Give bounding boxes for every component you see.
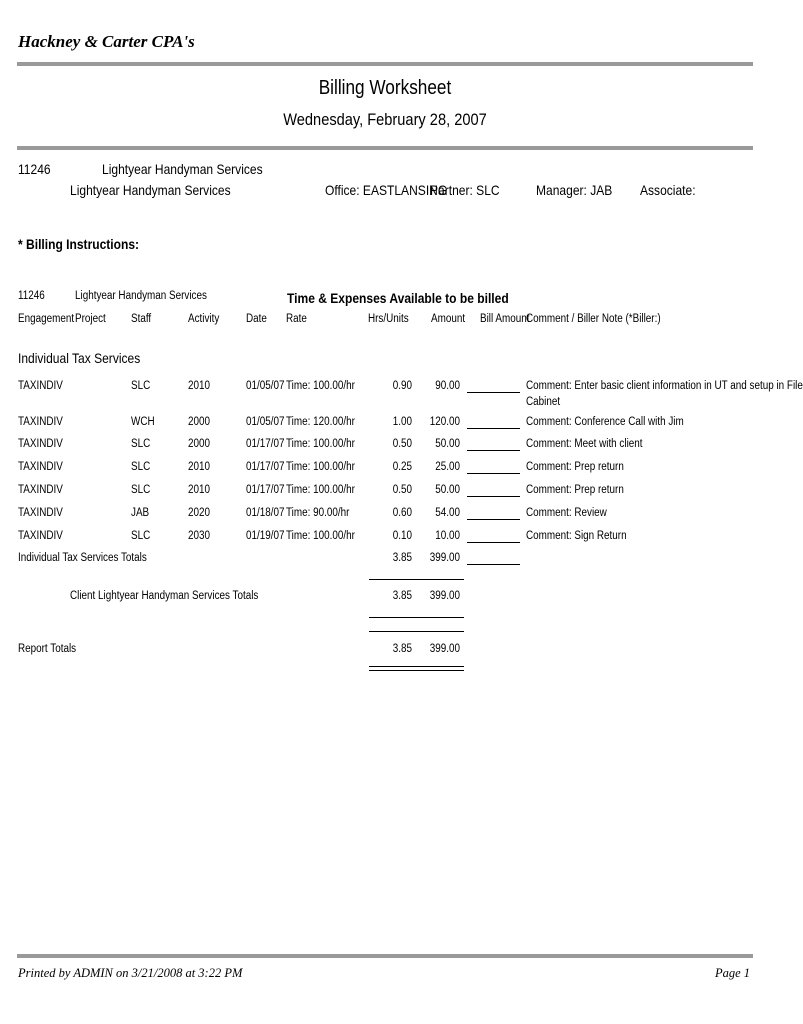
row-activity: 2000	[188, 438, 211, 450]
row-date: 01/17/07	[246, 484, 285, 496]
row-rate: Time: 100.00/hr	[286, 380, 355, 392]
row-amount: 25.00	[435, 461, 460, 473]
row-staff: JAB	[131, 507, 150, 519]
row-rate: Time: 90.00/hr	[286, 507, 350, 519]
row-engagement: TAXINDIV	[18, 416, 63, 428]
client-associate: Associate:	[640, 182, 696, 198]
row-hrs: 0.25	[392, 461, 412, 473]
row-date: 01/17/07	[246, 461, 285, 473]
group-bill-amount-line	[467, 564, 520, 565]
row-date: 01/05/07	[246, 380, 285, 392]
client-totals-double-rule-2	[369, 631, 464, 632]
row-hrs: 0.10	[392, 530, 412, 542]
firm-name: Hackney & Carter CPA's	[18, 32, 195, 51]
report-totals-double-rule-2	[369, 670, 464, 671]
client-subname: Lightyear Handyman Services	[70, 182, 231, 198]
client-manager: Manager: JAB	[536, 182, 613, 198]
report-totals-double-rule-1	[369, 666, 464, 667]
row-hrs: 0.50	[392, 438, 412, 450]
row-comment: Comment: Review	[526, 507, 607, 519]
row-rate: Time: 100.00/hr	[286, 461, 355, 473]
row-staff: SLC	[131, 484, 151, 496]
row-date: 01/18/07	[246, 507, 285, 519]
client-id: 11246	[18, 161, 51, 177]
row-comment: Comment: Prep return	[526, 484, 624, 496]
group-title: Individual Tax Services	[18, 350, 141, 366]
row-activity: 2000	[188, 416, 211, 428]
row-activity: 2020	[188, 507, 211, 519]
report-totals-amount: 399.00	[429, 643, 460, 655]
col-comment: Comment / Biller Note (*Biller:)	[526, 313, 661, 325]
row-amount: 10.00	[435, 530, 460, 542]
billing-instructions-label: * Billing Instructions:	[18, 236, 140, 252]
row-engagement: TAXINDIV	[18, 461, 63, 473]
row-amount: 50.00	[435, 438, 460, 450]
row-hrs: 1.00	[392, 416, 412, 428]
client-partner: Partner: SLC	[430, 182, 500, 198]
client-office: Office: EASTLANSING	[325, 182, 448, 198]
row-comment: Comment: Enter basic client information in UT and setup in File	[526, 380, 803, 392]
col-staff: Staff	[131, 313, 152, 325]
row-date: 01/05/07	[246, 416, 285, 428]
row-staff: SLC	[131, 380, 151, 392]
row-rate: Time: 100.00/hr	[286, 530, 355, 542]
row-staff: SLC	[131, 461, 151, 473]
col-date: Date	[246, 313, 267, 325]
row-bill-amount-field[interactable]	[467, 450, 520, 451]
row-comment: Comment: Meet with client	[526, 438, 643, 450]
row-staff: WCH	[131, 416, 155, 428]
row-comment-continued: Cabinet	[526, 396, 561, 408]
row-staff: SLC	[131, 438, 151, 450]
client-totals-rule	[369, 579, 464, 580]
row-engagement: TAXINDIV	[18, 380, 63, 392]
row-amount: 54.00	[435, 507, 460, 519]
section-client-name: Lightyear Handyman Services	[75, 290, 207, 302]
col-bill-amount: Bill Amount	[480, 313, 530, 325]
row-hrs: 0.60	[392, 507, 412, 519]
col-hrs: Hrs/Units	[368, 313, 409, 325]
row-engagement: TAXINDIV	[18, 484, 63, 496]
row-engagement: TAXINDIV	[18, 530, 63, 542]
row-rate: Time: 120.00/hr	[286, 416, 355, 428]
row-engagement: TAXINDIV	[18, 438, 63, 450]
row-activity: 2010	[188, 380, 211, 392]
report-title: Billing Worksheet	[318, 77, 452, 99]
col-amount: Amount	[431, 313, 466, 325]
row-amount: 120.00	[429, 416, 460, 428]
client-name: Lightyear Handyman Services	[102, 161, 263, 177]
header-divider	[17, 62, 753, 66]
row-date: 01/17/07	[246, 438, 285, 450]
header-divider-bottom	[17, 146, 753, 150]
row-bill-amount-field[interactable]	[467, 496, 520, 497]
row-activity: 2010	[188, 461, 211, 473]
row-comment: Comment: Prep return	[526, 461, 624, 473]
group-totals-label: Individual Tax Services Totals	[18, 552, 147, 564]
row-activity: 2010	[188, 484, 211, 496]
row-bill-amount-field[interactable]	[467, 519, 520, 520]
section-client-id: 11246	[18, 290, 45, 302]
row-bill-amount-field[interactable]	[467, 473, 520, 474]
row-staff: SLC	[131, 530, 151, 542]
row-comment: Comment: Sign Return	[526, 530, 627, 542]
section-caption: Time & Expenses Available to be billed	[287, 290, 509, 306]
col-activity: Activity	[188, 313, 220, 325]
client-totals-label: Client Lightyear Handyman Services Totals	[70, 590, 259, 602]
report-date: Wednesday, February 28, 2007	[283, 110, 487, 129]
row-date: 01/19/07	[246, 530, 285, 542]
row-rate: Time: 100.00/hr	[286, 484, 355, 496]
row-rate: Time: 100.00/hr	[286, 438, 355, 450]
row-comment: Comment: Conference Call with Jim	[526, 416, 684, 428]
row-activity: 2030	[188, 530, 211, 542]
client-totals-amount: 399.00	[429, 590, 460, 602]
col-engagement: Engagement	[18, 313, 75, 325]
printed-by: Printed by ADMIN on 3/21/2008 at 3:22 PM	[18, 966, 243, 980]
col-project: Project	[75, 313, 106, 325]
row-bill-amount-field[interactable]	[467, 542, 520, 543]
row-hrs: 0.90	[392, 380, 412, 392]
footer-divider	[17, 954, 753, 958]
report-totals-label: Report Totals	[18, 643, 77, 655]
col-rate: Rate	[286, 313, 307, 325]
row-engagement: TAXINDIV	[18, 507, 63, 519]
row-bill-amount-field[interactable]	[467, 428, 520, 429]
row-hrs: 0.50	[392, 484, 412, 496]
row-amount: 90.00	[435, 380, 460, 392]
report-totals-hrs: 3.85	[392, 643, 412, 655]
client-totals-hrs: 3.85	[392, 590, 412, 602]
group-totals-amount: 399.00	[429, 552, 460, 564]
client-totals-double-rule-1	[369, 617, 464, 618]
row-amount: 50.00	[435, 484, 460, 496]
group-totals-hrs: 3.85	[392, 552, 412, 564]
row-bill-amount-field[interactable]	[467, 392, 520, 393]
page-number: Page 1	[714, 966, 750, 980]
